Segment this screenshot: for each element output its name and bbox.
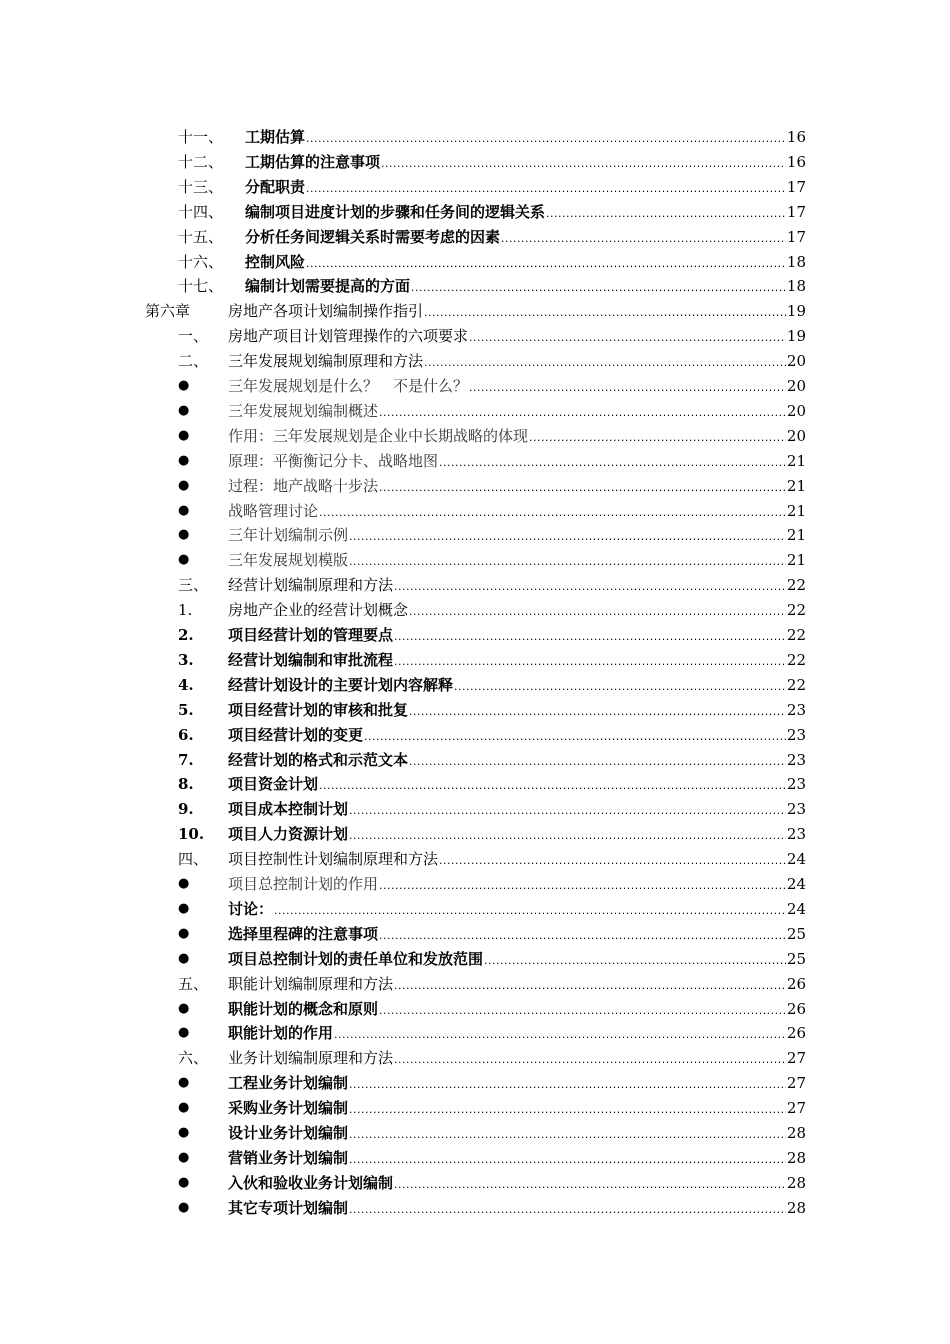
- toc-page-number: 22: [786, 626, 806, 644]
- toc-title: 业务计划编制原理和方法: [228, 1049, 394, 1068]
- toc-entry[interactable]: [0, 274, 950, 299]
- toc-title: 三年发展规划编制原理和方法: [228, 352, 424, 371]
- toc-number: ●: [178, 1100, 190, 1116]
- dot-leader: [319, 774, 786, 798]
- dot-leader: [334, 1023, 786, 1047]
- toc-title: 编制项目进度计划的步骤和任务间的逻辑关系: [245, 202, 546, 221]
- dot-leader: [469, 376, 786, 400]
- toc-title: 项目经营计划的管理要点: [228, 626, 394, 644]
- toc-number: ●: [178, 452, 190, 468]
- toc-title: 分配职责: [245, 177, 306, 196]
- toc-number: 8.: [178, 775, 194, 794]
- toc-title: 项目总控制计划的责任单位和发放范围: [228, 949, 484, 968]
- toc-page-number: 24: [786, 850, 806, 869]
- dot-leader: [379, 476, 786, 500]
- toc-number: ●: [178, 378, 190, 393]
- dot-leader: [409, 750, 786, 774]
- toc-number: 五、: [178, 974, 209, 993]
- dot-leader: [349, 824, 786, 848]
- toc-entry[interactable]: [0, 374, 950, 399]
- toc-number: 六、: [178, 1049, 209, 1068]
- toc-title: 房地产项目计划管理操作的六项要求: [228, 327, 469, 346]
- dot-leader: [349, 1148, 786, 1172]
- toc-title: 项目控制性计划编制原理和方法: [228, 850, 439, 869]
- dot-leader: [469, 326, 786, 350]
- toc-entry[interactable]: [0, 474, 950, 499]
- toc-page-number: 24: [786, 875, 806, 893]
- toc-title: 项目经营计划的变更: [228, 725, 364, 744]
- toc-page-number: 16: [786, 128, 806, 146]
- dot-leader: [349, 1123, 786, 1147]
- toc-page-number: 21: [786, 451, 806, 470]
- toc-title: 工期估算的注意事项: [245, 152, 381, 171]
- toc-number: 十七、: [178, 277, 224, 296]
- toc-page-number: 25: [786, 949, 806, 968]
- toc-entry[interactable]: [0, 1171, 950, 1196]
- toc-title: 三年发展规划模版: [228, 551, 349, 570]
- toc-page-number: 28: [786, 1173, 806, 1192]
- toc-number: 十三、: [178, 177, 224, 196]
- toc-entry[interactable]: [0, 523, 950, 548]
- toc-title: 职能计划的作用: [228, 1024, 334, 1043]
- toc-title: 营销业务计划编制: [228, 1148, 349, 1167]
- toc-number: ●: [178, 1000, 190, 1016]
- toc-entry[interactable]: [0, 922, 950, 947]
- dot-leader: [349, 525, 786, 549]
- toc-number: 7.: [178, 750, 194, 769]
- toc-entry[interactable]: [0, 1046, 950, 1071]
- toc-title: 三年计划编制示例: [228, 526, 349, 545]
- toc-title: 编制计划需要提高的方面: [245, 277, 411, 296]
- dot-leader: [349, 1098, 786, 1122]
- toc-entry[interactable]: [0, 424, 950, 449]
- toc-title: 经营计划编制原理和方法: [228, 576, 394, 595]
- toc-entry[interactable]: [0, 947, 950, 972]
- toc-title: 原理：平衡衡记分卡、战略地图: [228, 451, 439, 470]
- toc-entry[interactable]: [0, 872, 950, 897]
- dot-leader: [379, 401, 786, 425]
- toc-title: 三年发展规划是什么？ 不是什么？: [228, 377, 469, 395]
- toc-entry[interactable]: [0, 847, 950, 872]
- dot-leader: [529, 426, 786, 450]
- toc-entry[interactable]: [0, 772, 950, 797]
- toc-title: 房地产各项计划编制操作指引: [228, 302, 424, 321]
- dot-leader: [394, 1048, 786, 1072]
- toc-entry[interactable]: [0, 573, 950, 598]
- toc-entry[interactable]: [0, 673, 950, 698]
- dot-leader: [424, 301, 786, 325]
- toc-page-number: 23: [786, 800, 806, 819]
- toc-page-number: 25: [786, 924, 806, 943]
- toc-title: 项目人力资源计划: [228, 825, 349, 844]
- toc-page-number: 18: [786, 252, 806, 271]
- toc-title: 职能计划的概念和原则: [228, 999, 379, 1018]
- toc-number: ●: [178, 402, 190, 418]
- toc-number: ●: [178, 1174, 190, 1190]
- dot-leader: [349, 799, 786, 823]
- toc-entry[interactable]: [0, 548, 950, 573]
- toc-entry[interactable]: [0, 897, 950, 922]
- toc-number: ●: [178, 527, 190, 543]
- toc-title: 控制风险: [245, 252, 306, 271]
- dot-leader: [319, 501, 786, 525]
- dot-leader: [306, 177, 786, 201]
- toc-title: 工程业务计划编制: [228, 1074, 349, 1093]
- toc-number: ●: [178, 1149, 190, 1165]
- toc-entry[interactable]: [0, 1196, 950, 1221]
- toc-entry[interactable]: [0, 449, 950, 474]
- toc-title: 项目资金计划: [228, 775, 319, 794]
- toc-page-number: 20: [786, 401, 806, 420]
- toc-page-number: 20: [786, 352, 806, 371]
- dot-leader: [306, 127, 786, 151]
- toc-title: 设计业务计划编制: [228, 1124, 349, 1142]
- toc-entry[interactable]: [0, 250, 950, 275]
- toc-entry[interactable]: [0, 822, 950, 847]
- toc-title: 分析任务间逻辑关系时需要考虑的因素: [245, 227, 501, 246]
- toc-page-number: 23: [786, 825, 806, 844]
- dot-leader: [454, 675, 786, 699]
- toc-entry[interactable]: [0, 723, 950, 748]
- toc-title: 采购业务计划编制: [228, 1099, 349, 1118]
- dot-leader: [411, 276, 786, 300]
- toc-number: 十六、: [178, 252, 224, 271]
- dot-leader: [394, 650, 786, 674]
- toc-number: 十二、: [178, 152, 224, 171]
- toc-number: 十一、: [178, 128, 224, 146]
- toc-page-number: 22: [786, 576, 806, 595]
- toc-page-number: 19: [786, 302, 806, 321]
- dot-leader: [394, 625, 786, 649]
- toc-number: 2.: [178, 626, 194, 644]
- dot-leader: [439, 451, 786, 475]
- toc-page-number: 24: [786, 899, 806, 918]
- toc-entry[interactable]: [0, 598, 950, 623]
- dot-leader: [424, 351, 786, 375]
- toc-number: ●: [178, 477, 190, 493]
- toc-entry[interactable]: [0, 972, 950, 997]
- dot-leader: [394, 1173, 786, 1197]
- dot-leader: [349, 1073, 786, 1097]
- toc-number: ●: [178, 900, 190, 916]
- dot-leader: [546, 202, 786, 226]
- dot-leader: [349, 1198, 786, 1222]
- toc-page-number: 28: [786, 1124, 806, 1142]
- toc-page-number: 23: [786, 725, 806, 744]
- toc-page-number: 17: [786, 202, 806, 221]
- toc-entry[interactable]: [0, 200, 950, 225]
- toc-title: 讨论：: [228, 899, 274, 918]
- toc-page-number: 23: [786, 700, 806, 719]
- toc-number: 9.: [178, 800, 194, 819]
- toc-page-number: 27: [786, 1099, 806, 1118]
- toc-page-number: 16: [786, 152, 806, 171]
- toc-number: ●: [178, 502, 190, 518]
- toc-title: 经营计划的格式和示范文本: [228, 750, 409, 769]
- toc-entry[interactable]: [0, 1071, 950, 1096]
- dot-leader: [349, 550, 786, 574]
- toc-page-number: 20: [786, 426, 806, 445]
- toc-entry[interactable]: [0, 299, 950, 324]
- toc-number: 十四、: [178, 202, 224, 221]
- toc-number: ●: [178, 876, 190, 891]
- toc-page-number: 22: [786, 650, 806, 669]
- toc-title: 项目总控制计划的作用: [228, 875, 379, 893]
- toc-page-number: 27: [786, 1074, 806, 1093]
- toc-number: 二、: [178, 352, 209, 371]
- dot-leader: [439, 849, 786, 873]
- dot-leader: [394, 575, 786, 599]
- dot-leader: [501, 227, 786, 251]
- toc-page-number: 17: [786, 177, 806, 196]
- toc-entry[interactable]: [0, 623, 950, 648]
- toc-entry[interactable]: [0, 748, 950, 773]
- toc-title: 经营计划设计的主要计划内容解释: [228, 675, 454, 694]
- toc-page-number: 21: [786, 476, 806, 495]
- dot-leader: [379, 874, 786, 898]
- toc-page-number: 23: [786, 750, 806, 769]
- toc-entry[interactable]: [0, 225, 950, 250]
- toc-title: 职能计划编制原理和方法: [228, 974, 394, 993]
- toc-page-number: 27: [786, 1049, 806, 1068]
- toc-number: ●: [178, 1199, 190, 1215]
- toc-entry[interactable]: [0, 1021, 950, 1046]
- toc-page-number: 22: [786, 675, 806, 694]
- toc-title: 作用：三年发展规划是企业中长期战略的体现: [228, 426, 529, 445]
- toc-number: 第六章: [145, 302, 191, 321]
- toc-number: ●: [178, 1025, 190, 1041]
- toc-entry[interactable]: [0, 349, 950, 374]
- toc-page-number: 18: [786, 277, 806, 296]
- toc-page-number: 26: [786, 974, 806, 993]
- toc-page-number: 21: [786, 551, 806, 570]
- toc-number: ●: [178, 552, 190, 568]
- dot-leader: [379, 999, 786, 1023]
- toc-entry[interactable]: [0, 1121, 950, 1146]
- toc-number: ●: [178, 925, 190, 941]
- toc-title: 入伙和验收业务计划编制: [228, 1173, 394, 1192]
- toc-page-number: 20: [786, 377, 806, 395]
- dot-leader: [381, 152, 786, 176]
- toc-number: 四、: [178, 850, 209, 869]
- toc-entry[interactable]: [0, 698, 950, 723]
- toc-number: 一、: [178, 327, 209, 346]
- toc-number: 三、: [178, 576, 209, 595]
- dot-leader: [394, 974, 786, 998]
- toc-number: ●: [178, 1125, 190, 1140]
- toc-entry[interactable]: [0, 499, 950, 524]
- toc-title: 工期估算: [245, 128, 306, 146]
- toc-title: 选择里程碑的注意事项: [228, 924, 379, 943]
- toc-number: 4.: [178, 675, 194, 694]
- dot-leader: [409, 600, 786, 624]
- dot-leader: [274, 899, 786, 923]
- toc-number: 1.: [178, 601, 193, 620]
- toc-number: ●: [178, 950, 190, 966]
- toc-page-number: 26: [786, 999, 806, 1018]
- dot-leader: [306, 252, 786, 276]
- toc-number: 6.: [178, 725, 194, 744]
- toc-number: 10.: [178, 825, 205, 844]
- toc-number: 3.: [178, 650, 194, 669]
- dot-leader: [409, 700, 786, 724]
- toc-page-number: 28: [786, 1198, 806, 1217]
- toc-number: ●: [178, 427, 190, 443]
- toc-entry[interactable]: [0, 997, 950, 1022]
- toc-page-number: 17: [786, 227, 806, 246]
- toc-page-number: 19: [786, 327, 806, 346]
- toc-number: 5.: [178, 700, 194, 719]
- toc-page-number: 28: [786, 1148, 806, 1167]
- dot-leader: [364, 725, 786, 749]
- toc-entry[interactable]: [0, 324, 950, 349]
- toc-entry[interactable]: [0, 150, 950, 175]
- toc-title: 三年发展规划编制概述: [228, 401, 379, 420]
- toc-entry[interactable]: [0, 1096, 950, 1121]
- toc-title: 其它专项计划编制: [228, 1198, 349, 1217]
- toc-number: ●: [178, 1075, 190, 1091]
- toc-page-number: 22: [786, 601, 806, 620]
- dot-leader: [484, 949, 786, 973]
- toc-entry[interactable]: [0, 399, 950, 424]
- toc-title: 项目经营计划的审核和批复: [228, 700, 409, 719]
- toc-entry[interactable]: [0, 175, 950, 200]
- toc-page-number: 21: [786, 526, 806, 545]
- toc-page-number: 26: [786, 1024, 806, 1043]
- toc-entry[interactable]: [0, 797, 950, 822]
- toc-entry[interactable]: [0, 1146, 950, 1171]
- toc-title: 过程：地产战略十步法: [228, 476, 379, 495]
- toc-page-number: 21: [786, 501, 806, 520]
- toc-title: 房地产企业的经营计划概念: [228, 601, 409, 620]
- toc-title: 项目成本控制计划: [228, 800, 349, 819]
- toc-number: 十五、: [178, 227, 224, 246]
- toc-entry[interactable]: [0, 125, 950, 150]
- toc-page-number: 23: [786, 775, 806, 794]
- toc-title: 战略管理讨论: [228, 501, 319, 520]
- toc-entry[interactable]: [0, 648, 950, 673]
- dot-leader: [379, 924, 786, 948]
- toc-title: 经营计划编制和审批流程: [228, 650, 394, 669]
